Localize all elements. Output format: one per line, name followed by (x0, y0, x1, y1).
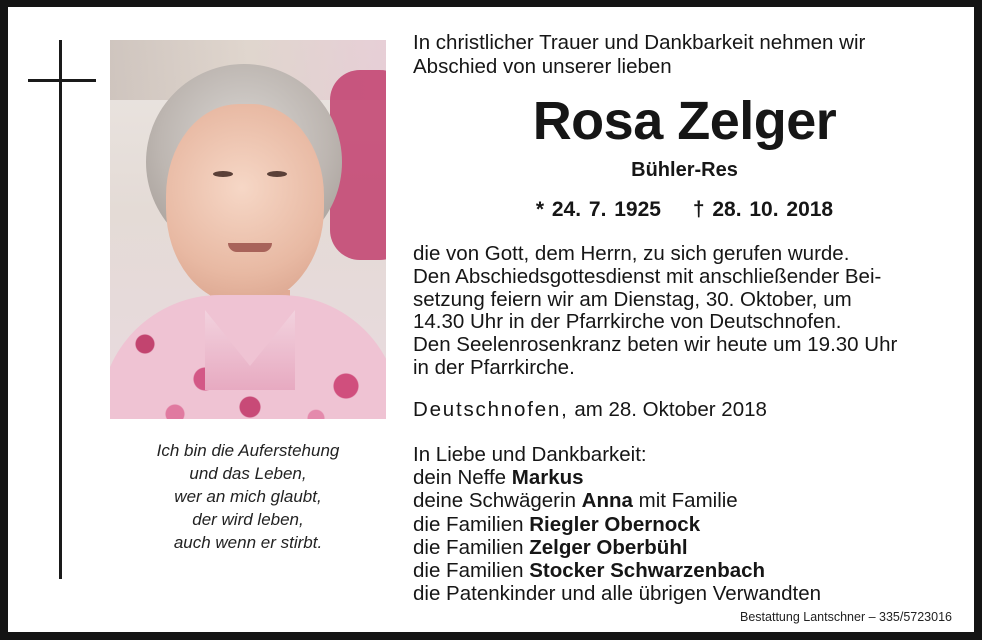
mourner-entry: deine Schwägerin Anna mit Familie (413, 489, 738, 513)
place-and-date (413, 398, 956, 422)
deceased-name: Rosa Zelger (532, 91, 837, 151)
body-line: Den Seelenrosenkranz beten wir heute um 19.30 Uhr (413, 333, 898, 357)
life-dates (413, 197, 956, 223)
body-line: die von Gott, dem Herrn, zu sich gerufen wurde. (413, 242, 850, 265)
funeral-details (413, 243, 956, 380)
body-line: setzung feiern wir am Dienstag, 30. Oktober, um (413, 287, 852, 311)
cross-horizontal-bar (28, 79, 96, 82)
mourners-heading: In Liebe und Dankbarkeit: (413, 443, 647, 466)
verse-line: auch wenn er stirbt. (173, 533, 323, 552)
verse-line: Ich bin die Auferstehung (156, 441, 340, 460)
mourners-list (413, 443, 956, 605)
cross-vertical-bar (59, 40, 62, 579)
mourner-entry: die Familien Riegler Obernock (413, 512, 701, 536)
maiden-name: Bühler-Res (631, 159, 738, 181)
mourner-entry: die Patenkinder und alle übrigen Verwandten (413, 582, 822, 606)
funeral-home-credit: Bestattung Lantschner – 335/5723016 (740, 610, 952, 624)
portrait-photo (110, 40, 386, 419)
mourner-entry: dein Neffe Markus (413, 466, 584, 490)
place-town: Deutschnofen, (413, 398, 569, 421)
intro-line: Abschied von unserer lieben (413, 55, 672, 78)
mourner-entry: die Familien Zelger Oberbühl (413, 535, 688, 559)
mourner-entry: die Familien Stocker Schwarzenbach (413, 559, 766, 583)
place-date: am 28. Oktober 2018 (574, 398, 767, 421)
verse-line: und das Leben, (189, 464, 307, 483)
death-date: † 28. 10. 2018 (692, 198, 834, 221)
bible-verse (110, 439, 386, 554)
body-line: in der Pfarrkirche. (413, 355, 575, 379)
verse-line: der wird leben, (192, 510, 304, 529)
birth-date: * 24. 7. 1925 (535, 198, 661, 221)
verse-line: wer an mich glaubt, (174, 487, 322, 506)
intro-line: In christlicher Trauer und Dankbarkeit nehmen wir (413, 31, 866, 54)
body-line: Den Abschiedsgottesdienst mit anschließender Bei- (413, 264, 882, 288)
intro-text (413, 31, 956, 79)
body-line: 14.30 Uhr in der Pfarrkirche von Deutschnofen. (413, 310, 842, 334)
